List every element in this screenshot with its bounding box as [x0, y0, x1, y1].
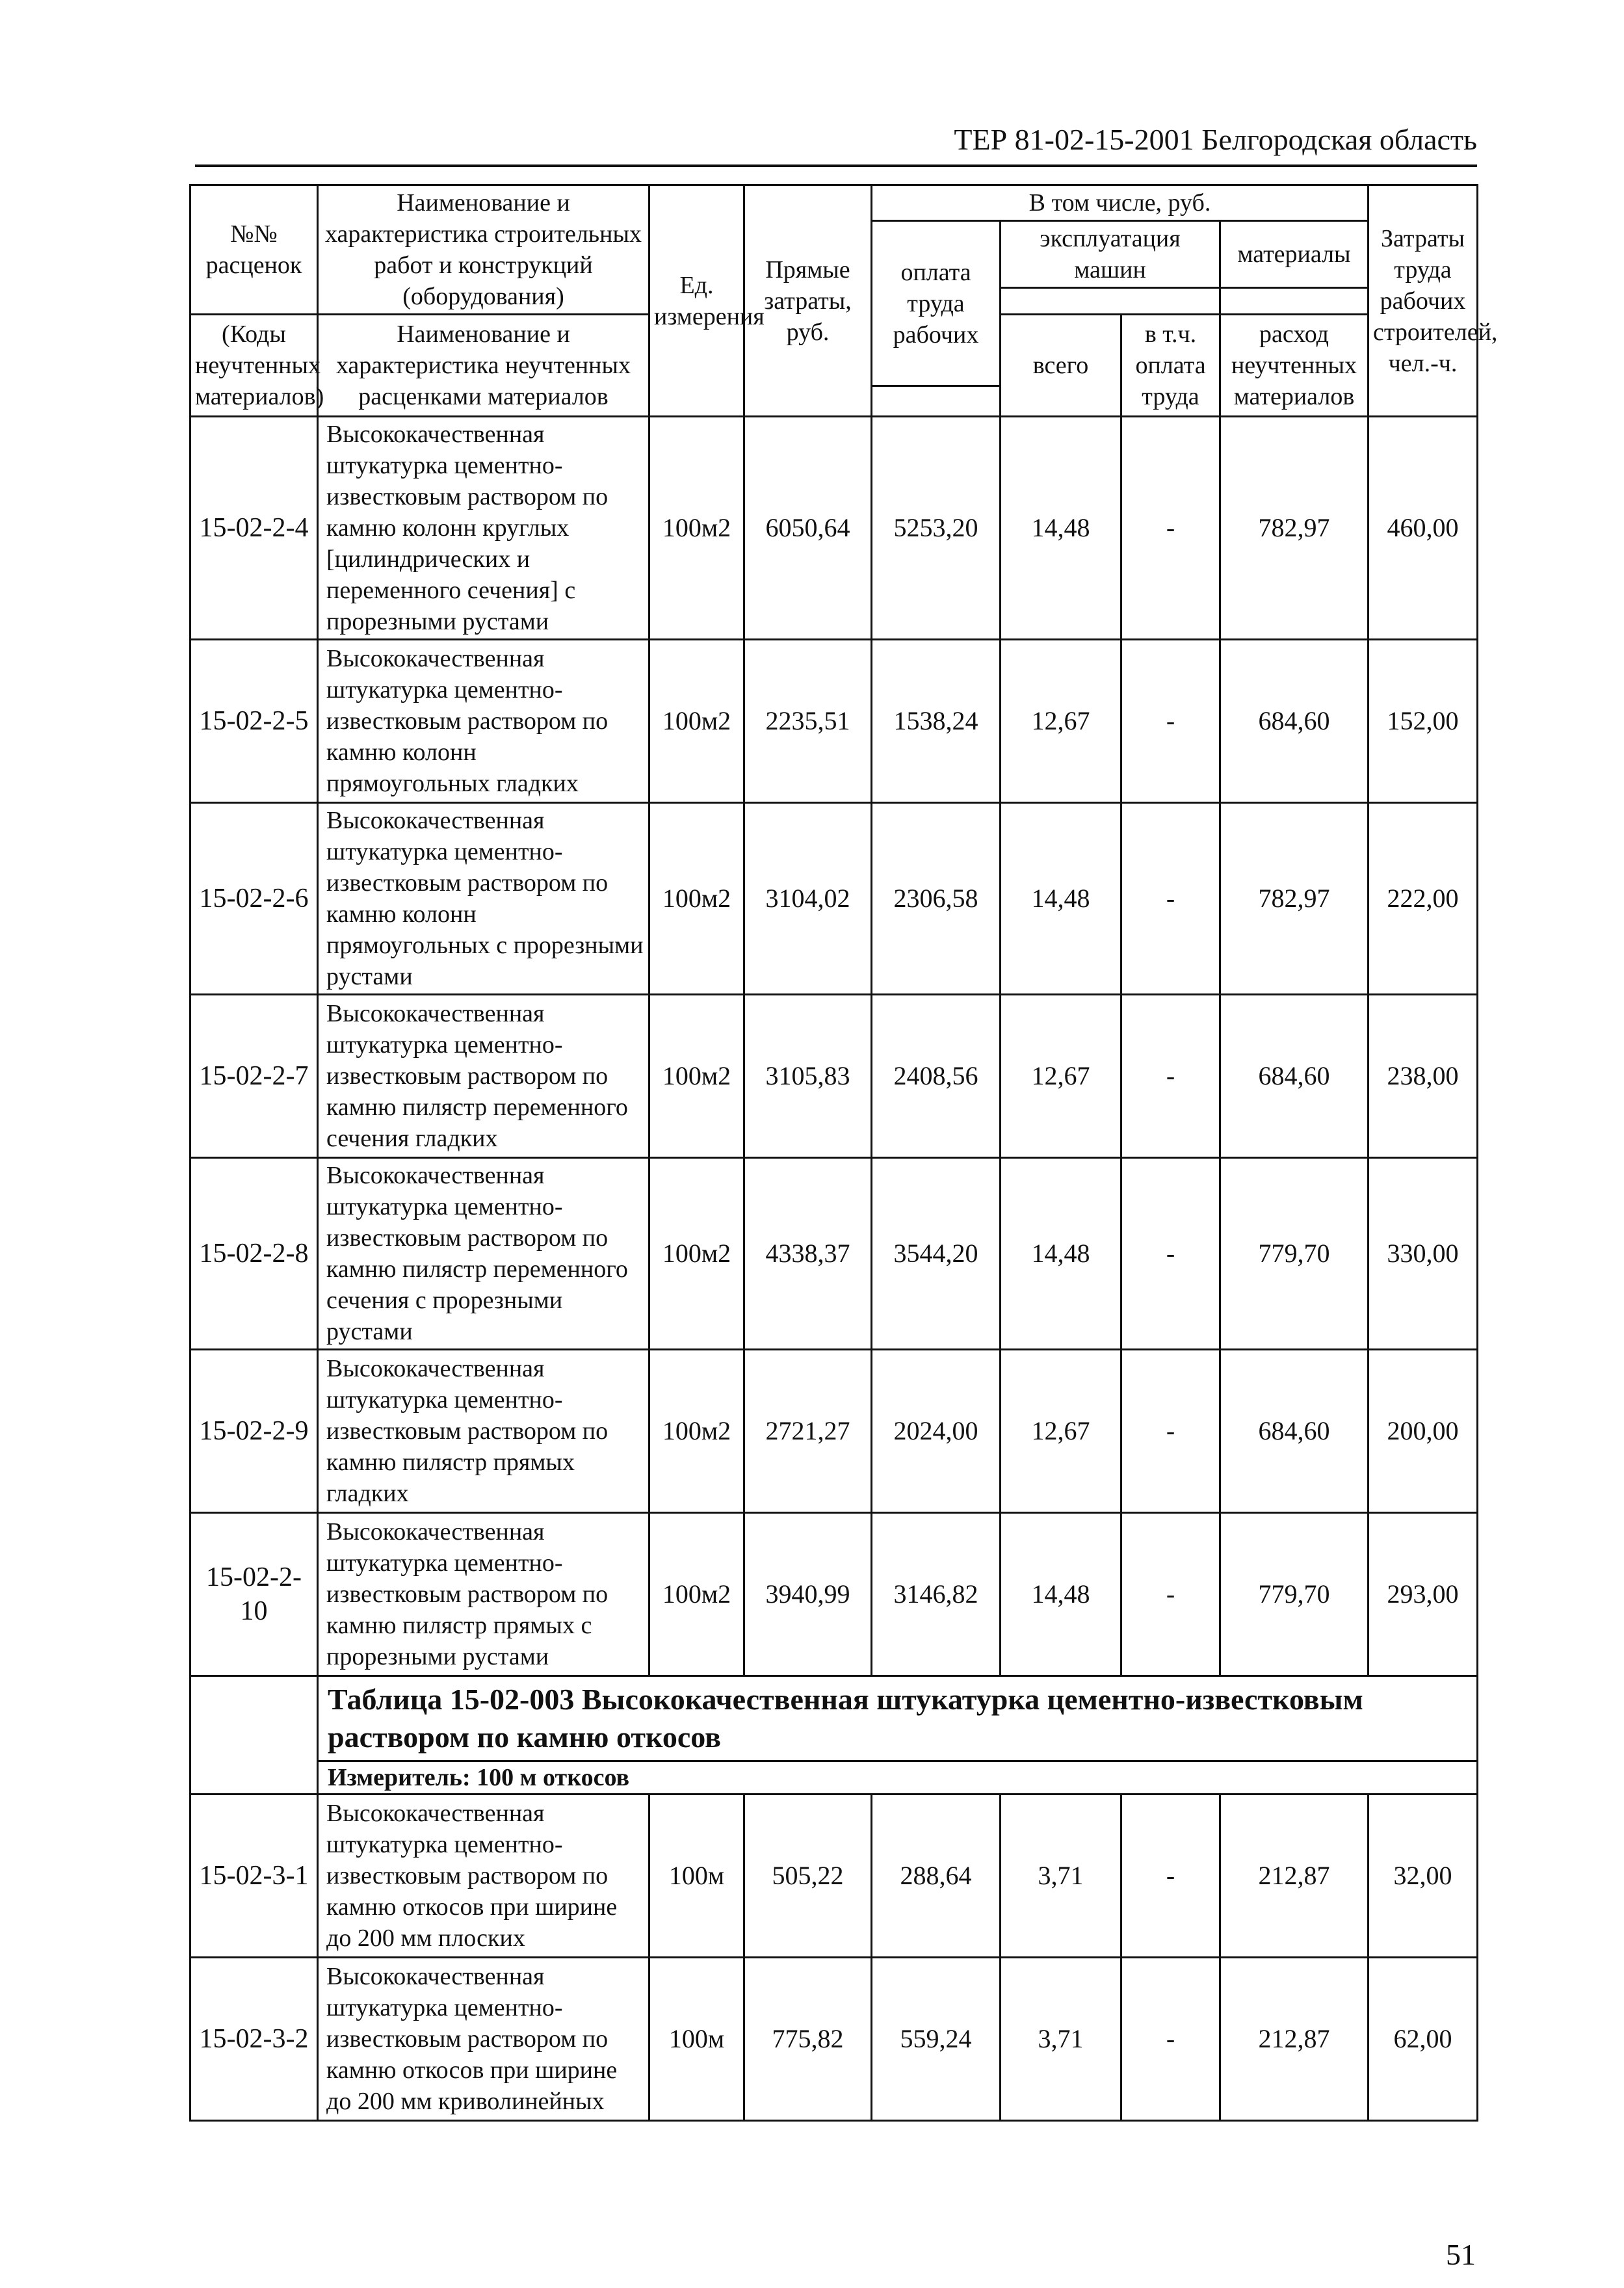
col-unit-header: Ед. измерения: [649, 185, 744, 417]
work-description: Высококачественная штукатурка цементно-известковым раствором по камню откосов при ширине до 200 мм плоских: [318, 1795, 649, 1958]
direct-cost-cell: 2235,51: [744, 640, 872, 803]
col-total-header: всего: [1001, 315, 1121, 417]
work-description: Высококачественная штукатурка цементно-известковым раствором по камню пилястр прямых гладких: [318, 1350, 649, 1513]
direct-cost-cell: 775,82: [744, 1958, 872, 2121]
materials-cell: 782,97: [1220, 417, 1369, 640]
table-row: [190, 995, 1478, 1158]
labor-cell: 330,00: [1369, 1158, 1478, 1350]
col-code-sub-header: (Коды неучтенных материалов): [190, 315, 318, 417]
work-description: Высококачественная штукатурка цементно-известковым раствором по камню откосов при ширине до 200 мм криволинейных: [318, 1958, 649, 2121]
col-machines-header: эксплуатация машин: [1001, 221, 1220, 288]
col-name-sub-header: Наименование и характеристика неучтенных расценками материалов: [318, 315, 649, 417]
direct-cost-cell: 505,22: [744, 1795, 872, 1958]
machines-wage-cell: -: [1121, 640, 1220, 803]
labor-cell: 32,00: [1369, 1795, 1478, 1958]
machines-cell: 12,67: [1001, 1350, 1121, 1513]
wage-cell: 2408,56: [872, 995, 1001, 1158]
machines-wage-cell: -: [1121, 417, 1220, 640]
machines-wage-cell: -: [1121, 1513, 1220, 1676]
unit-cell: 100м2: [649, 1158, 744, 1350]
machines-cell: 12,67: [1001, 995, 1121, 1158]
rate-code: 15-02-2-10: [190, 1513, 318, 1676]
labor-cell: 222,00: [1369, 803, 1478, 995]
materials-cell: 782,97: [1220, 803, 1369, 995]
wage-cell: 1538,24: [872, 640, 1001, 803]
machines-wage-cell: -: [1121, 995, 1220, 1158]
materials-cell: 684,60: [1220, 995, 1369, 1158]
col-labor-header: Затраты труда рабочих строителей, чел.-ч.: [1369, 185, 1478, 417]
direct-cost-cell: 4338,37: [744, 1158, 872, 1350]
materials-cell: 684,60: [1220, 640, 1369, 803]
unit-cell: 100м: [649, 1958, 744, 2121]
section-title: Таблица 15-02-003 Высококачественная штукатурка цементно-известковым раствором по камню откосов: [318, 1676, 1478, 1761]
machines-wage-cell: -: [1121, 1158, 1220, 1350]
work-description: Высококачественная штукатурка цементно-известковым раствором по камню пилястр переменного сечения гладких: [318, 995, 649, 1158]
table-row: [190, 1513, 1478, 1676]
unit-cell: 100м: [649, 1795, 744, 1958]
col-materials-header: материалы: [1220, 221, 1369, 288]
labor-cell: 62,00: [1369, 1958, 1478, 2121]
page-number: 51: [1446, 2238, 1476, 2271]
machines-wage-cell: -: [1121, 1350, 1220, 1513]
rate-code: 15-02-2-5: [190, 640, 318, 803]
materials-cell: 212,87: [1220, 1795, 1369, 1958]
rate-code: 15-02-3-2: [190, 1958, 318, 2121]
col-code-header: №№ расценок: [190, 185, 318, 315]
rate-code: 15-02-3-1: [190, 1795, 318, 1958]
work-description: Высококачественная штукатурка цементно-известковым раствором по камню пилястр прямых с прорезными рустами: [318, 1513, 649, 1676]
machines-wage-cell: -: [1121, 803, 1220, 995]
rate-code: 15-02-2-9: [190, 1350, 318, 1513]
machines-wage-cell: -: [1121, 1958, 1220, 2121]
col-incl-wage-header: в т.ч. оплата труда: [1121, 315, 1220, 417]
labor-cell: 200,00: [1369, 1350, 1478, 1513]
unit-cell: 100м2: [649, 995, 744, 1158]
labor-cell: 238,00: [1369, 995, 1478, 1158]
wage-cell: 3544,20: [872, 1158, 1001, 1350]
work-description: Высококачественная штукатурка цементно-известковым раствором по камню колонн круглых [цилиндрических и переменного сечения] с прорезными рустами: [318, 417, 649, 640]
work-description: Высококачественная штукатурка цементно-известковым раствором по камню пилястр переменного сечения с прорезными рустами: [318, 1158, 649, 1350]
wage-cell: 3146,82: [872, 1513, 1001, 1676]
unit-cell: 100м2: [649, 640, 744, 803]
unit-cell: 100м2: [649, 1513, 744, 1676]
work-description: Высококачественная штукатурка цементно-известковым раствором по камню колонн прямоугольных с прорезными рустами: [318, 803, 649, 995]
header-row: [190, 185, 1478, 221]
direct-cost-cell: 3940,99: [744, 1513, 872, 1676]
unit-cell: 100м2: [649, 803, 744, 995]
col-wage-header: оплата труда рабочих: [872, 221, 1001, 386]
section-code-blank: [190, 1676, 318, 1795]
wage-cell: 2306,58: [872, 803, 1001, 995]
rates-table: [189, 184, 1498, 2122]
col-direct-header: Прямые затраты, руб.: [744, 185, 872, 417]
machines-wage-cell: -: [1121, 1795, 1220, 1958]
direct-cost-cell: 3104,02: [744, 803, 872, 995]
col-materials-sub-header: расход неучтенных материалов: [1220, 315, 1369, 417]
labor-cell: 152,00: [1369, 640, 1478, 803]
rate-code: 15-02-2-4: [190, 417, 318, 640]
machines-cell: 3,71: [1001, 1958, 1121, 2121]
wage-cell: 288,64: [872, 1795, 1001, 1958]
machines-cell: 12,67: [1001, 640, 1121, 803]
header-rule: [195, 164, 1477, 167]
direct-cost-cell: 2721,27: [744, 1350, 872, 1513]
table-row: [190, 1350, 1478, 1513]
direct-cost-cell: 3105,83: [744, 995, 872, 1158]
measurer-row: [190, 1761, 1478, 1795]
materials-cell: 212,87: [1220, 1958, 1369, 2121]
materials-cell: 684,60: [1220, 1350, 1369, 1513]
materials-cell: 779,70: [1220, 1513, 1369, 1676]
table-row: [190, 640, 1478, 803]
table-row: [190, 1795, 1478, 1958]
machines-cell: 14,48: [1001, 1158, 1121, 1350]
unit-cell: 100м2: [649, 1350, 744, 1513]
col-wage-spacer: [872, 386, 1001, 417]
unit-cell: 100м2: [649, 417, 744, 640]
machines-cell: 14,48: [1001, 1513, 1121, 1676]
labor-cell: 293,00: [1369, 1513, 1478, 1676]
table-row: [190, 1158, 1478, 1350]
wage-cell: 5253,20: [872, 417, 1001, 640]
rate-code: 15-02-2-7: [190, 995, 318, 1158]
rate-code: 15-02-2-8: [190, 1158, 318, 1350]
running-header: ТЕР 81-02-15-2001 Белгородская область: [954, 123, 1477, 156]
direct-cost-cell: 6050,64: [744, 417, 872, 640]
machines-cell: 3,71: [1001, 1795, 1121, 1958]
materials-cell: 779,70: [1220, 1158, 1369, 1350]
col-machines-spacer: [1001, 288, 1220, 315]
table-row: [190, 803, 1478, 995]
section-title-row: [190, 1676, 1478, 1761]
table-row: [190, 417, 1478, 640]
wage-cell: 2024,00: [872, 1350, 1001, 1513]
col-incl-header: В том числе, руб.: [872, 185, 1369, 221]
machines-cell: 14,48: [1001, 803, 1121, 995]
col-name-header: Наименование и характеристика строительных работ и конструкций (оборудования): [318, 185, 649, 315]
labor-cell: 460,00: [1369, 417, 1478, 640]
measurer-label: Измеритель: 100 м откосов: [318, 1761, 1478, 1795]
col-materials-spacer: [1220, 288, 1369, 315]
rate-code: 15-02-2-6: [190, 803, 318, 995]
work-description: Высококачественная штукатурка цементно-известковым раствором по камню колонн прямоугольных гладких: [318, 640, 649, 803]
machines-cell: 14,48: [1001, 417, 1121, 640]
wage-cell: 559,24: [872, 1958, 1001, 2121]
table-row: [190, 1958, 1478, 2121]
